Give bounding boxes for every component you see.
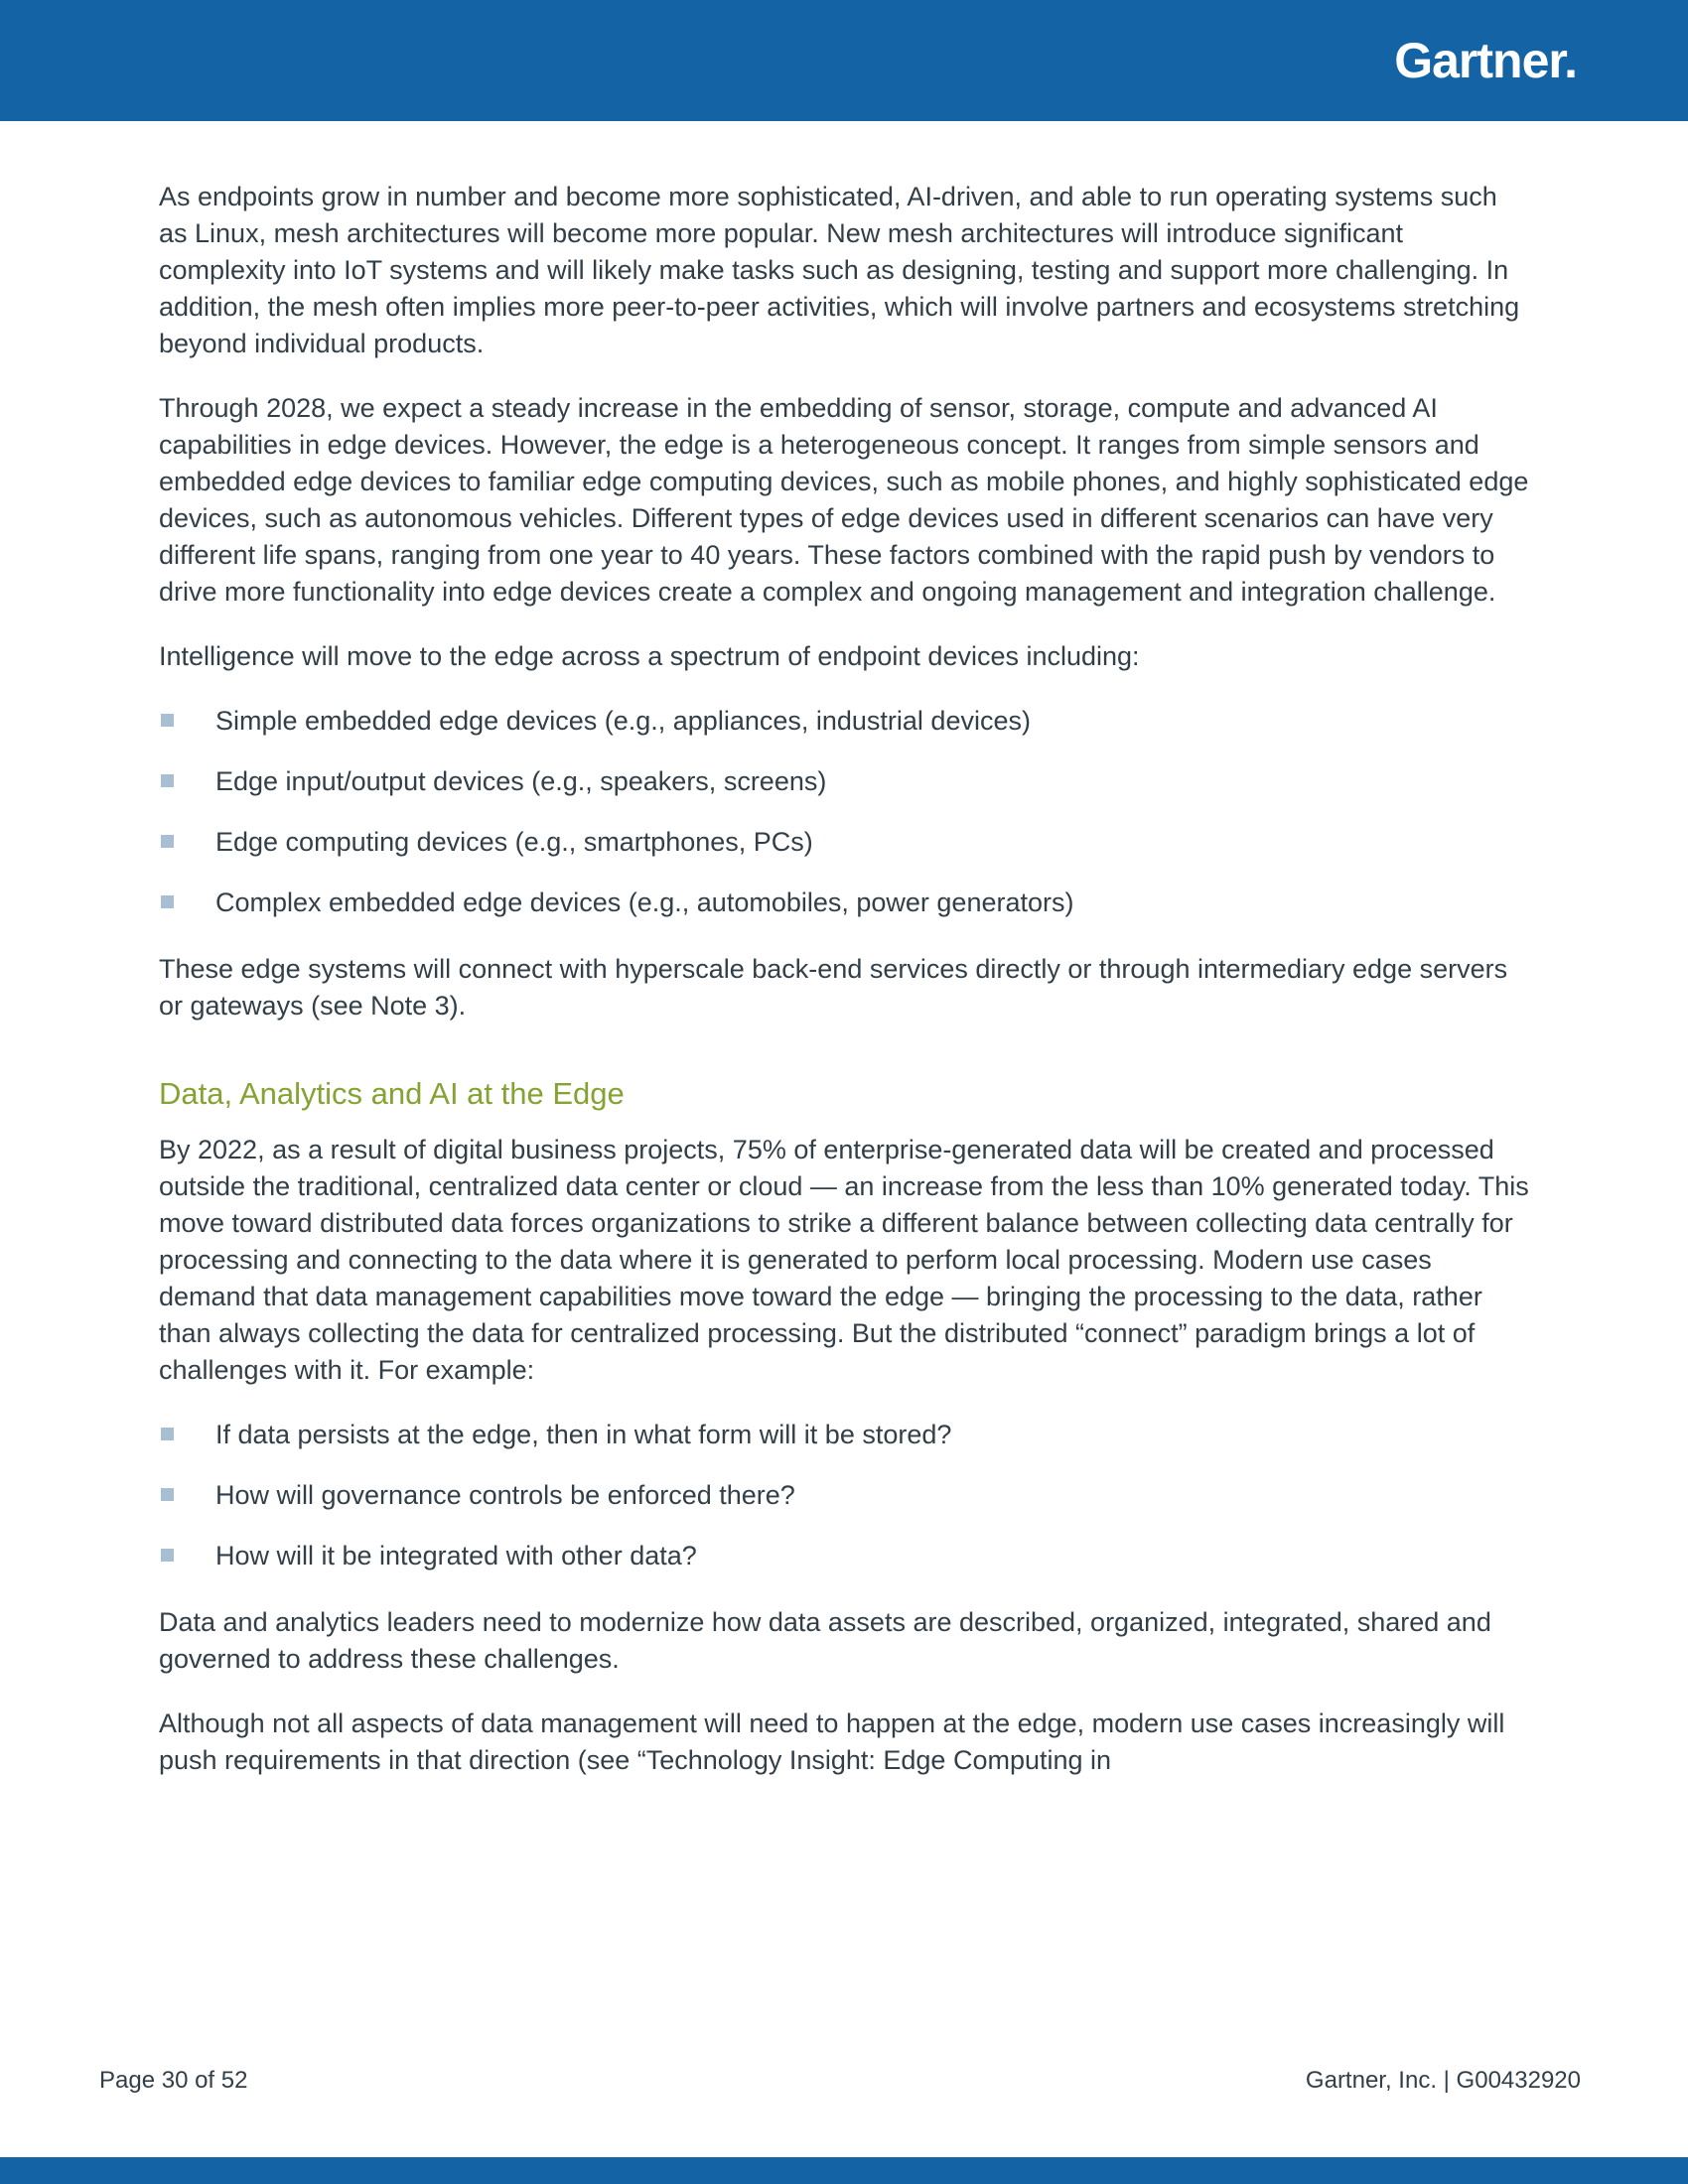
bullet-square-icon [161,895,174,908]
paragraph-mesh-architectures: As endpoints grow in number and become more sophisticated, AI-driven, and able to run operating systems such as Linux, mesh architectures will become more popular. New mesh architectures will introduce significant complexity into IoT systems and will likely make tasks such as designing, testing and support more challenging. In addition, the mesh often implies more peer-to-peer activities, which will involve partners and ecosystems stretching beyond individual products. [159,182,1520,358]
footer-doc-id: Gartner, Inc. | G00432920 [1305,2067,1581,2094]
paragraph-hyperscale: These edge systems will connect with hyperscale back-end services directly or through intermediary edge servers or gateways (see Note 3). [159,954,1508,1021]
paragraph-edge-embedding: Through 2028, we expect a steady increase in the embedding of sensor, storage, compute and advanced AI capabilities in edge devices. However, the edge is a heterogeneous concept. It ranges from simple sensors and embedded edge devices to familiar edge computing devices, such as mobile phones, and highly sophisticated edge devices, such as autonomous vehicles. Different types of edge devices used in different scenarios can have very different life spans, ranging from one year to 40 years. These factors combined with the rapid push by vendors to drive more functionality into edge devices create a complex and ongoing management and integration challenge. [159,393,1529,607]
bullet-square-icon [161,1549,174,1562]
bullet-item [159,885,1529,921]
bullet-item [159,1417,1529,1453]
bullet-text: Edge computing devices (e.g., smartphones, PCs) [215,827,813,857]
bullet-square-icon [161,714,174,727]
bullet-text: Simple embedded edge devices (e.g., appliances, industrial devices) [215,706,1031,736]
footer-page-number: Page 30 of 52 [99,2067,248,2094]
bullet-square-icon [161,1428,174,1440]
bullet-text: If data persists at the edge, then in what form will it be stored? [215,1420,952,1449]
paragraph-data-at-edge: By 2022, as a result of digital business projects, 75% of enterprise-generated data will be created and processed outside the traditional, centralized data center or cloud — an increase from the less than 10% generated today. This move toward distributed data forces organizations to strike a different balance between collecting data centrally for processing and connecting to the data where it is generated to perform local processing. Modern use cases demand that data management capabilities move toward the edge — bringing the processing to the data, rather than always collecting the data for centralized processing. But the distributed “connect” paradigm brings a lot of challenges with it. For example: [159,1135,1529,1385]
bullet-item [159,1477,1529,1514]
footer-bar [0,2157,1688,2184]
gartner-logo-text: Gartner [1394,33,1565,88]
bullet-item [159,824,1529,861]
bullet-text: Complex embedded edge devices (e.g., automobiles, power generators) [215,887,1074,917]
bullet-list-data-challenges [159,1417,1529,1574]
paragraph-leaders-modernize: Data and analytics leaders need to modernize how data assets are described, organized, integrated, shared and governed to address these challenges. [159,1607,1491,1674]
page-footer [99,2067,1581,2095]
bullet-text: Edge input/output devices (e.g., speakers, screens) [215,766,827,796]
bullet-square-icon [161,835,174,848]
bullet-text: How will it be integrated with other data? [215,1541,697,1570]
gartner-logo [1394,33,1577,88]
paragraph-edge-requirements: Although not all aspects of data management will need to happen at the edge, modern use cases increasingly will push requirements in that direction (see “Technology Insight: Edge Computing in [159,1708,1505,1775]
bullet-item [159,1538,1529,1574]
bullet-square-icon [161,1488,174,1501]
bullet-text: How will governance controls be enforced there? [215,1480,795,1510]
paragraph-intelligence-intro: Intelligence will move to the edge across a spectrum of endpoint devices including: [159,641,1140,671]
bullet-list-endpoint-devices [159,703,1529,921]
gartner-logo-mark: . [1564,33,1577,88]
bullet-square-icon [161,774,174,787]
bullet-item [159,703,1529,740]
bullet-item [159,763,1529,800]
header-bar [0,0,1688,121]
section-heading-data-analytics-ai: Data, Analytics and AI at the Edge [159,1076,625,1111]
document-body [0,121,1688,1779]
